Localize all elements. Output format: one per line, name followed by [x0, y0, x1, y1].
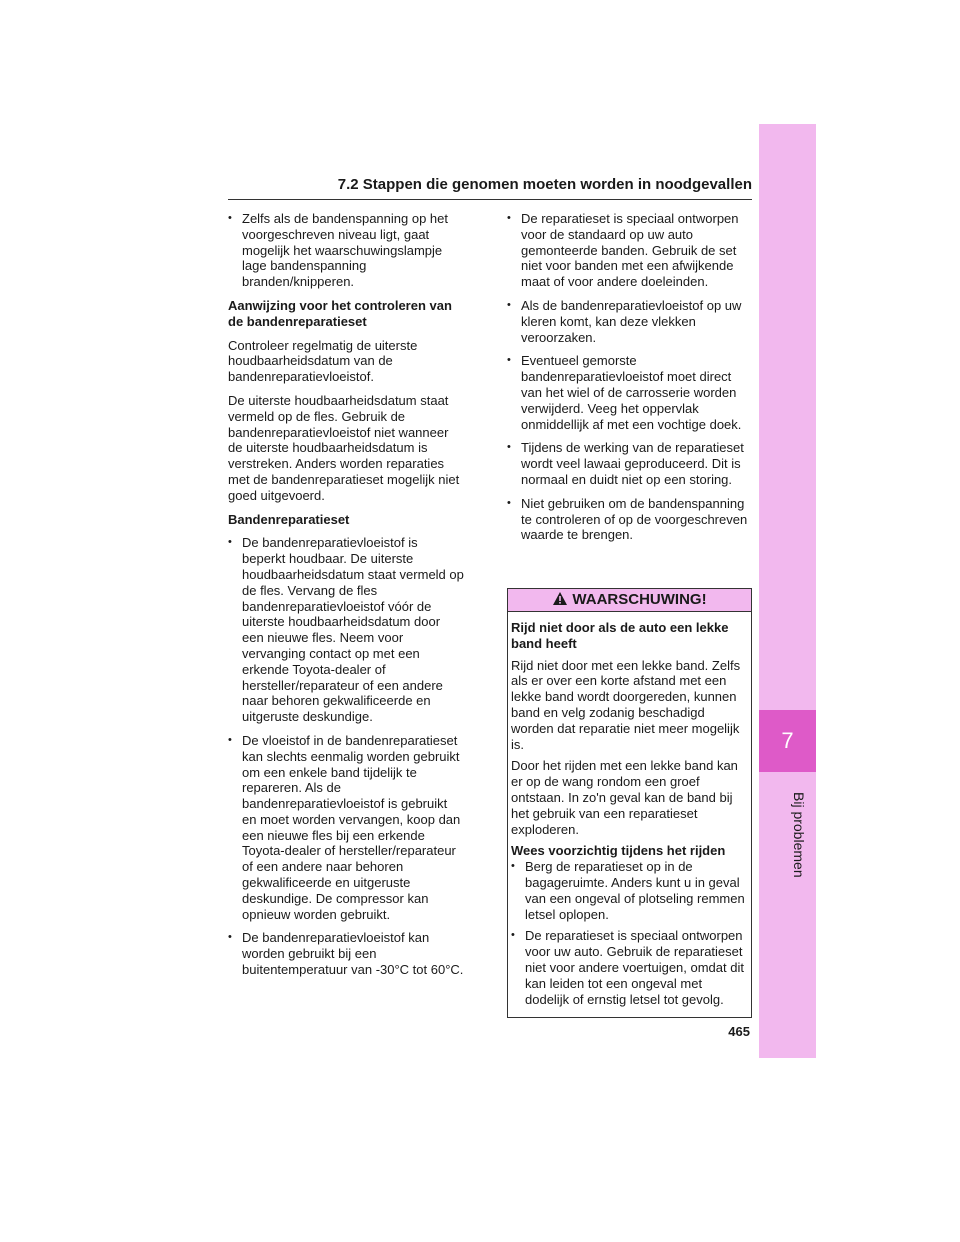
list-item: • Tijdens de werking van de reparatieset wordt veel lawaai geproduceerd. Dit is normaal en duidt niet op een storing. [507, 440, 751, 487]
warning-bullet-list [511, 859, 748, 1007]
right-bullet-list [507, 211, 751, 543]
warning-box [507, 588, 752, 1018]
warning-triangle-icon [552, 591, 568, 610]
paragraph: Rijd niet door met een lekke band. Zelfs als er over een korte afstand met een lekke band wordt doorgereden, kunnen band en velg zodanig beschadigd worden dat reparatie niet meer mogelijk is. [511, 657, 741, 752]
warning-heading: Rijd niet door als de auto een lekke band heeft [511, 620, 729, 651]
section-heading: Bandenreparatieset [228, 511, 350, 527]
paragraph: De uiterste houdbaarheidsdatum staat vermeld op de fles. Gebruik de bandenreparatievloeistof niet wanneer de uiterste houdbaarheidsdatum is verstreken. Anders worden reparaties met de bandenreparatieset mogelijk niet goed uitgevoerd. [228, 392, 460, 503]
warning-title: WAARSCHUWING! [572, 591, 707, 609]
list-item: • Berg de reparatieset op in de bagageruimte. Anders kunt u in geval van een ongeval of plotseling remmen letsel oplopen. [511, 859, 748, 922]
list-item: • De reparatieset is speciaal ontworpen voor uw auto. Gebruik de reparatieset niet voor andere voertuigen, omdat dit kan leiden tot een ongeval met dodelijk of ernstig letsel tot gevolg. [511, 928, 748, 1007]
warning-body [508, 612, 751, 1007]
list-item: • Eventueel gemorste bandenreparatievloeistof moet direct van het wiel of de carrosserie worden verwijderd. Veeg het oppervlak onmiddellijk af met een vochtige doek. [507, 353, 751, 432]
page-header: 7.2 Stappen die genomen moeten worden in noodgevallen [228, 176, 752, 200]
warning-header [508, 588, 751, 612]
intro-bullet-list [228, 211, 464, 290]
repair-kit-bullet-list [228, 535, 464, 978]
warning-heading: Wees voorzichtig tijdens het rijden [511, 843, 726, 859]
page-number: 465 [728, 1024, 750, 1039]
list-item: • Zelfs als de bandenspanning op het voorgeschreven niveau ligt, gaat mogelijk het waarschuwingslampje lage bandenspanning branden/knipperen. [228, 211, 464, 290]
list-item: • De reparatieset is speciaal ontworpen voor de standaard op uw auto gemonteerde banden. Gebruik de set niet voor banden met een afwijkende maat of voor andere doeleinden. [507, 211, 751, 290]
left-column [228, 211, 464, 986]
paragraph: Door het rijden met een lekke band kan er op de wang rondom een groef ontstaan. In zo'n geval kan de band bij het gebruik van een reparatieset exploderen. [511, 758, 738, 837]
chapter-title: Bij problemen [791, 792, 807, 878]
section-heading: Aanwijzing voor het controleren van de bandenreparatieset [228, 297, 452, 329]
paragraph: Controleer regelmatig de uiterste houdbaarheidsdatum van de bandenreparatievloeistof. [228, 337, 418, 385]
list-item: • De vloeistof in de bandenreparatieset kan slechts eenmalig worden gebruikt om een enkele band tijdelijk te repareren. Als de bandenreparatievloeistof is gebruikt en moet worden vervangen, koop dan een nieuwe fles bij een erkende Toyota-dealer of hersteller/reparateur of een andere naar behoren gekwalificeerde en uitgeruste deskundige. De compressor kan opnieuw worden gebruikt. [228, 733, 464, 923]
list-item: • Als de bandenreparatievloeistof op uw kleren komt, kan deze vlekken veroorzaken. [507, 298, 751, 345]
chapter-side-tab [759, 124, 816, 1058]
chapter-number: 7 [759, 710, 816, 772]
list-item: • De bandenreparatievloeistof is beperkt houdbaar. De uiterste houdbaarheidsdatum staat vermeld op de fles. Vervang de fles bandenreparatievloeistof vóór de uiterste houdbaarheidsdatum door een nieuwe fles. Neem voor vervanging contact op met een erkende Toyota-dealer of hersteller/reparateur of een andere naar behoren gekwalificeerde en uitgeruste deskundige. [228, 535, 464, 725]
list-item: • De bandenreparatievloeistof kan worden gebruikt bij een buitentemperatuur van -30°C tot 60°C. [228, 930, 464, 977]
right-column [507, 211, 751, 551]
list-item: • Niet gebruiken om de bandenspanning te controleren of op de voorgeschreven waarde te brengen. [507, 496, 751, 543]
